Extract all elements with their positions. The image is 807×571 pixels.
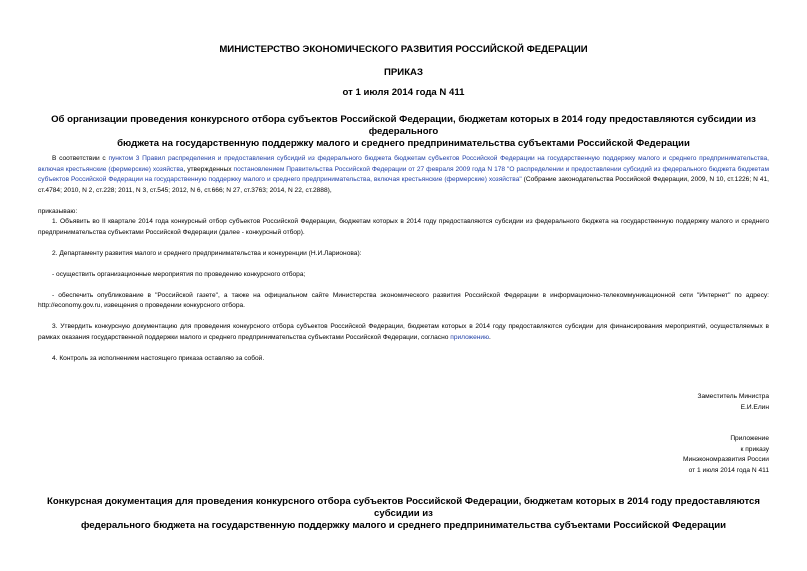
appendix-block (683, 434, 769, 476)
item-2a: - осуществить организационные мероприятия по проведению конкурсного отбора; (52, 270, 306, 278)
appendix-label: Приложение (730, 435, 769, 442)
preamble-end: (Собрание законодательства Российской Федерации, 2009, N 10, ст.1226; N 41, ст.4784; 2010, N 2, ст.228; 2011, N 3, ст.545; 2012, N 6, ст.666; N 27, ст.3763; 2014, N 22, ст.2888), (38, 176, 770, 194)
item-4: 4. Контроль за исполнением настоящего приказа оставляю за собой. (52, 354, 265, 362)
preamble-paragraph (38, 154, 769, 196)
item-1: 1. Объявить во II квартале 2014 года конкурсный отбор субъектов Российской Федерации, бюджетам которых в 2014 году предоставляются субсидии из федерального бюджета на государственную поддержку малого и среднего предпринимательства субъектами Российской Федерации (далее - конкурсный отбор). (38, 218, 769, 236)
item-3 (38, 322, 769, 343)
order-title-line2: бюджета на государственную поддержку малого и среднего предпринимательства субъектами Российской Федерации (117, 138, 690, 149)
order-word: приказываю: (38, 207, 78, 215)
appendix-to-order: к приказу (740, 445, 769, 453)
order-title (30, 114, 777, 150)
doc-date-number: от 1 июля 2014 года N 411 (342, 87, 465, 98)
signatory-position: Заместитель Министра (697, 393, 769, 400)
item-3-text: 3. Утвердить конкурсную документацию для проведения конкурсного отбора субъектов Российской Федерации, бюджетам которых в 2014 году предоставляются субсидии для финансирования мероприятий, осуществляемых в рамках оказания государственной поддержки малого и среднего предпринимательства субъектами Российской Федерации, согласно (38, 323, 769, 341)
preamble-mid: , утвержденных (183, 165, 234, 173)
item-2b: - обеспечить опубликование в "Российской газете", а также на официальном сайте Министерства экономического развития Российской Федерации в информационно-телекоммуникационной сети "Интернет" по адресу: http://economy.gov.ru, извещения о проведении конкурсного отбора. (38, 291, 769, 309)
appendix-title (30, 496, 777, 532)
rules-point-link[interactable]: пунктом 3 Правил распределения и предоставления субсидий из федерального бюджета бюджетам субъектов Российской Федерации на государственную поддержку малого и среднего предпринимательства, включая крестьянские (фермерские) хозяйства (38, 155, 770, 173)
appendix-ministry: Минэкономразвития России (683, 456, 769, 463)
appendix-link[interactable]: приложению (450, 333, 490, 341)
signatory-name: Е.И.Елин (740, 403, 769, 411)
order-title-line1: Об организации проведения конкурсного отбора субъектов Российской Федерации, бюджетам которых в 2014 году предоставляются субсидии из федерального (51, 114, 756, 137)
government-decree-link[interactable]: постановлением Правительства Российской Федерации от 27 февраля 2009 года N 178 "О распределении и предоставлении субсидий из федерального бюджета бюджетам субъектов Российской Федерации на государственную поддержку малого и среднего предпринимательства, включая крестьянские (фермерские) хозяйства" (38, 165, 769, 183)
appendix-title-line1: Конкурсная документация для проведения конкурсного отбора субъектов Российской Федерации, бюджетам которых в 2014 году предоставляются субсидии из (47, 496, 760, 519)
appendix-date: от 1 июля 2014 года N 411 (688, 466, 769, 474)
signature-block (697, 392, 769, 413)
appendix-title-line2: федерального бюджета на государственную поддержку малого и среднего предпринимательства субъектами Российской Федерации (81, 520, 726, 531)
ministry-heading: МИНИСТЕРСТВО ЭКОНОМИЧЕСКОГО РАЗВИТИЯ РОССИЙСКОЙ ФЕДЕРАЦИИ (219, 44, 588, 55)
order-body (38, 154, 769, 375)
item-2: 2. Департаменту развития малого и среднего предпринимательства и конкуренции (Н.И.Ларионова): (52, 249, 362, 257)
doc-type-heading: ПРИКАЗ (384, 67, 423, 78)
preamble-start: В соответствии с (52, 155, 109, 162)
item-3-end: . (489, 333, 491, 341)
